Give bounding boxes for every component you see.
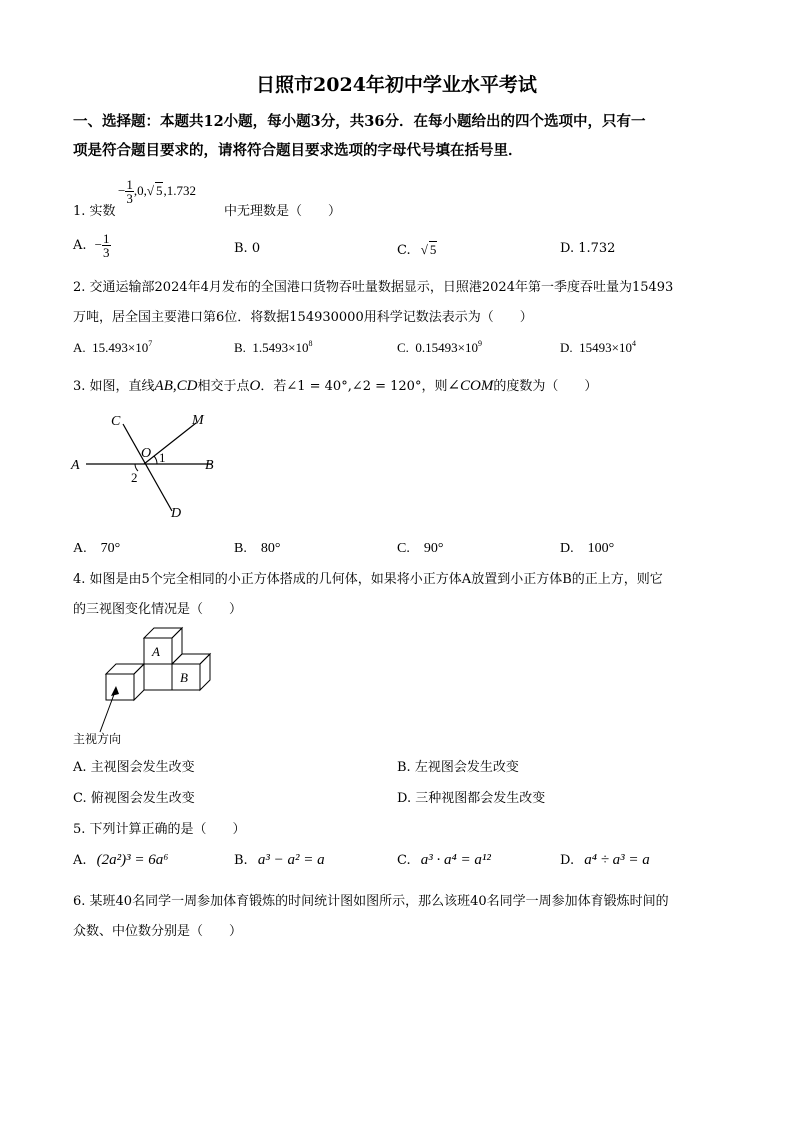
q2-option-b-base: 1.5493×10: [252, 340, 309, 355]
q2-line1: 2. 交通运输部2024年4月发布的全国港口货物吞吐量数据显示，日照港2024年第一季度吞吐量为15493: [73, 280, 674, 295]
q3-ray-om: [144, 423, 196, 464]
q3-text-d: 的度数为（ ）: [493, 379, 598, 394]
q2-option-b: [234, 339, 313, 356]
q5-option-b-label: B.: [234, 853, 248, 868]
q3-label-a: A: [71, 458, 80, 473]
q1-option-a-label: A.: [73, 238, 87, 253]
q3-label-1: 1: [159, 450, 166, 465]
q1-expression: − $\frac{1}{3}$ ,0,√ 5,1.732: [118, 177, 196, 206]
q1-option-d: D. 1.732: [560, 241, 616, 256]
q2-option-d-exp: 4: [631, 339, 636, 348]
q6-line1: 6. 某班40名同学一周参加体育锻炼的时间统计图如图所示，那么该班40名同学一周参加体育锻炼时间的: [73, 894, 669, 909]
q5-option-c-expr: a³ · a⁴ = a¹²: [420, 852, 491, 868]
q4-option-b: B. 左视图会发生改变: [397, 760, 519, 775]
q2-line2: 万吨，居全国主要港口第6位．将数据154930000用科学记数法表示为（ ）: [73, 310, 533, 325]
q5-option-c-label: C.: [397, 853, 411, 868]
q4-cube-b-side: [200, 654, 210, 690]
q1-frac-num: 1: [126, 177, 133, 192]
q2-option-c-base: 0.15493×10: [415, 340, 479, 355]
q3-line-cd: [123, 424, 172, 511]
q3-angle: ∠COM: [447, 378, 494, 394]
q1-option-b: B. 0: [234, 241, 261, 256]
q2-option-a: [73, 339, 152, 356]
q4-line1: 4. 如图是由5个完全相同的小正方体搭成的几何体，如果将小正方体A放置到小正方体B的正上方，则它: [73, 572, 663, 587]
q4-option-a: A. 主视图会发生改变: [73, 760, 195, 775]
q1-option-c: C. √ 5: [397, 242, 437, 258]
q4-figure-caption: 主视方向: [73, 732, 122, 746]
q3-lines: AB,CD: [154, 378, 198, 394]
q3-text-a: 3. 如图，直线: [73, 379, 155, 394]
q3-label-d: D: [171, 506, 182, 521]
q2-option-d-base: 15493×10: [579, 340, 632, 355]
q2-option-c-label: C.: [397, 340, 409, 355]
q4-option-c: C. 俯视图会发生改变: [73, 791, 195, 806]
q2-option-b-exp: 8: [308, 339, 313, 348]
q2-option-d-label: D.: [560, 340, 573, 355]
q1-option-c-sqrt: 5: [429, 242, 437, 257]
q3-option-a: A. 70°: [73, 541, 121, 556]
q4-line2: 的三视图变化情况是（ ）: [73, 602, 243, 617]
q1-option-c-label: C.: [397, 243, 411, 258]
q3-point: O: [249, 378, 261, 394]
q5-option-a-expr: (2a²)³ = 6a⁶: [96, 852, 169, 868]
q2-option-a-exp: 7: [148, 339, 153, 348]
q1-expr-a: ,0,: [133, 183, 147, 198]
q3-angle1-arc: [154, 456, 157, 464]
q1-expr-b: ,1.732: [163, 183, 196, 198]
q2-option-a-label: A.: [73, 340, 86, 355]
q4-label-b: B: [180, 670, 188, 685]
q3-figure: [66, 405, 236, 523]
q5-option-a-label: A.: [73, 853, 87, 868]
q1-suffix: 中无理数是（ ）: [224, 204, 342, 219]
q3-option-d: D. 100°: [560, 541, 615, 556]
q4-cube-left-side: [134, 664, 144, 700]
q5-option-d-expr: a⁴ ÷ a³ = a: [584, 852, 650, 868]
q1-frac-den: 3: [126, 191, 133, 206]
q2-option-c: [397, 339, 482, 356]
section-heading-line1: 一、选择题：本题共12小题，每小题3分，共36分．在每小题给出的四个选项中，只有一: [73, 113, 646, 130]
q5-option-d-label: D.: [560, 853, 575, 868]
q4-option-d: D. 三种视图都会发生改变: [397, 791, 546, 806]
section-heading-line2: 项是符合题目要求的，请将符合题目要求选项的字母代号填在括号里．: [73, 142, 523, 159]
q4-cube-back-bottom: [144, 664, 172, 690]
q1-option-a: A. − $\frac{1}{3}$: [73, 231, 110, 260]
q4-view-arrow: [100, 689, 116, 732]
q2-option-c-exp: 9: [478, 339, 483, 348]
q4-label-a: A: [152, 644, 160, 659]
q5-option-b-expr: a³ − a² = a: [257, 852, 325, 868]
q2-option-a-base: 15.493×10: [92, 340, 149, 355]
q3-label-2: 2: [131, 470, 138, 485]
q3-option-c: C. 90°: [397, 541, 444, 556]
q3-label-m: M: [192, 413, 204, 428]
q1-expr-sqrt: 5: [155, 183, 163, 198]
q4-cube-left-front: [106, 674, 134, 700]
q1-option-a-num: 1: [103, 231, 110, 246]
q3-text-b: 相交于点: [197, 379, 250, 394]
q3-label-b: B: [205, 458, 214, 473]
q5-option-d: [560, 852, 650, 869]
q1-option-a-den: 3: [103, 245, 110, 260]
q3-label-c: C: [111, 414, 121, 429]
q4-view-arrowhead: [111, 686, 119, 696]
page-title: 日照市2024年初中学业水平考试: [256, 74, 537, 96]
q2-option-b-label: B.: [234, 340, 246, 355]
q5-option-a: [73, 852, 169, 869]
q1-prefix: 1. 实数: [73, 204, 116, 219]
q5-option-c: [397, 852, 491, 869]
q5-stem: 5. 下列计算正确的是（ ）: [73, 822, 246, 837]
q6-line2: 众数、中位数分别是（ ）: [73, 924, 243, 939]
q5-option-b: [234, 852, 325, 869]
q3-label-o: O: [141, 446, 152, 461]
q3-option-b: B. 80°: [234, 541, 281, 556]
q2-option-d: [560, 339, 636, 356]
q3-text-c: ．若∠1 = 40°,∠2 = 120°，则: [260, 379, 448, 394]
q3-stem: [73, 375, 597, 395]
